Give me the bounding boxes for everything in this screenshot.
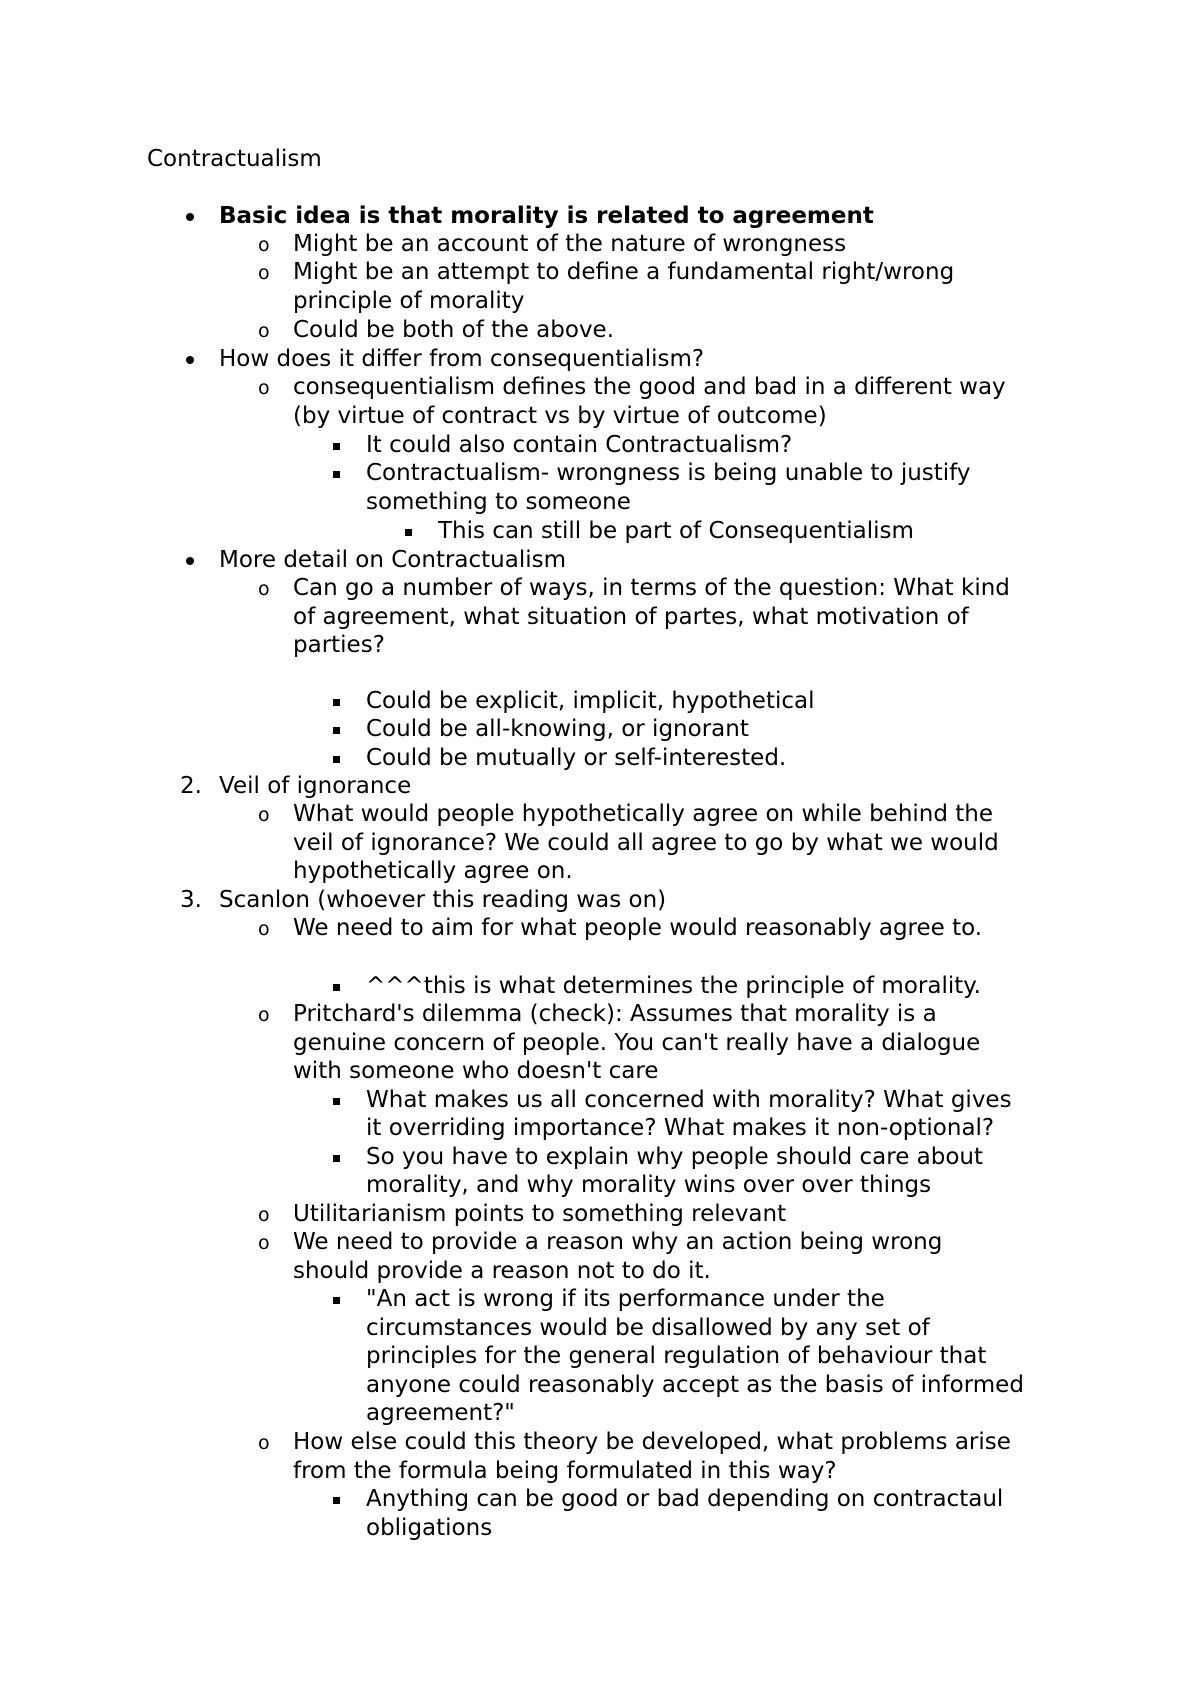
circle-marker: o [258, 1204, 270, 1226]
bullet-marker [186, 356, 194, 364]
document-title: Contractualism [147, 146, 322, 172]
list-number: 3. [180, 887, 202, 913]
list-item: Might be an attempt to define a fundamental right/wrong [293, 259, 955, 285]
list-item-continuation: morality, and why morality wins over over things [366, 1172, 932, 1198]
list-item-continuation: circumstances would be disallowed by any set of [366, 1315, 930, 1341]
square-marker [333, 1297, 340, 1304]
list-item: Could be explicit, implicit, hypothetical [366, 688, 815, 714]
list-item: Utilitarianism points to something relevant [293, 1201, 787, 1227]
square-marker [333, 984, 340, 991]
list-item: We need to aim for what people would reasonably agree to. [293, 915, 983, 941]
list-item-continuation: (by virtue of contract vs by virtue of outcome) [293, 403, 827, 429]
list-item: What would people hypothetically agree on while behind the [293, 801, 994, 827]
square-marker [333, 1098, 340, 1105]
list-item-continuation: it overriding importance? What makes it non-optional? [366, 1115, 995, 1141]
square-marker [333, 756, 340, 763]
square-marker [333, 1155, 340, 1162]
list-item-continuation: principle of morality [293, 288, 525, 314]
circle-marker: o [258, 320, 270, 342]
list-item: How else could this theory be developed, what problems arise [293, 1429, 1011, 1455]
list-item-continuation: principles for the general regulation of behaviour that [366, 1343, 987, 1369]
list-item-continuation: obligations [366, 1515, 493, 1541]
list-item: ^^^this is what determines the principle of morality. [366, 973, 981, 999]
list-item-continuation: from the formula being formulated in this way? [293, 1458, 837, 1484]
list-item: What makes us all concerned with morality? What gives [366, 1087, 1012, 1113]
list-item-continuation: hypothetically agree on. [293, 858, 573, 884]
list-item-heading: Veil of ignorance [219, 773, 412, 799]
list-item: Could be mutually or self-interested. [366, 745, 787, 771]
list-item: Pritchard's dilemma (check): Assumes that morality is a [293, 1001, 937, 1027]
list-item: Anything can be good or bad depending on contractaul [366, 1486, 1004, 1512]
list-item: Could be all-knowing, or ignorant [366, 716, 749, 742]
bullet-marker [186, 557, 194, 565]
square-marker [405, 529, 412, 536]
list-item-continuation: of agreement, what situation of partes, what motivation of [293, 604, 969, 630]
list-item: Can go a number of ways, in terms of the question: What kind [293, 575, 1010, 601]
circle-marker: o [258, 918, 270, 940]
circle-marker: o [258, 1432, 270, 1454]
list-item-continuation: with someone who doesn't care [293, 1058, 659, 1084]
list-item-continuation: agreement?" [366, 1400, 515, 1426]
circle-marker: o [258, 804, 270, 826]
circle-marker: o [258, 234, 270, 256]
list-item-continuation: anyone could reasonably accept as the basis of informed [366, 1372, 1024, 1398]
list-item-continuation: something to someone [366, 489, 631, 515]
list-item-continuation: genuine concern of people. You can't really have a dialogue [293, 1030, 981, 1056]
list-item: Could be both of the above. [293, 317, 615, 343]
list-item: Contractualism- wrongness is being unable to justify [366, 460, 971, 486]
square-marker [333, 443, 340, 450]
list-item: "An act is wrong if its performance under the [366, 1286, 885, 1312]
circle-marker: o [258, 1232, 270, 1254]
circle-marker: o [258, 262, 270, 284]
list-item: It could also contain Contractualism? [366, 432, 793, 458]
list-item-continuation: should provide a reason not to do it. [293, 1258, 711, 1284]
circle-marker: o [258, 1004, 270, 1026]
circle-marker: o [258, 377, 270, 399]
square-marker [333, 1497, 340, 1504]
list-item: So you have to explain why people should care about [366, 1144, 984, 1170]
square-marker [333, 699, 340, 706]
list-item: We need to provide a reason why an action being wrong [293, 1229, 943, 1255]
square-marker [333, 471, 340, 478]
list-item-heading: More detail on Contractualism [219, 547, 567, 573]
list-item: This can still be part of Consequentialism [438, 518, 914, 544]
list-item-heading: Scanlon (whoever this reading was on) [219, 887, 667, 913]
list-item: Might be an account of the nature of wrongness [293, 231, 847, 257]
list-item-continuation: parties? [293, 632, 385, 658]
square-marker [333, 727, 340, 734]
list-item-heading: Basic idea is that morality is related to agreement [219, 203, 874, 229]
list-number: 2. [180, 773, 202, 799]
list-item: consequentialism defines the good and bad in a different way [293, 374, 1006, 400]
list-item-heading: How does it differ from consequentialism? [219, 346, 705, 372]
list-item-continuation: veil of ignorance? We could all agree to go by what we would [293, 830, 999, 856]
bullet-marker [186, 213, 194, 221]
circle-marker: o [258, 578, 270, 600]
